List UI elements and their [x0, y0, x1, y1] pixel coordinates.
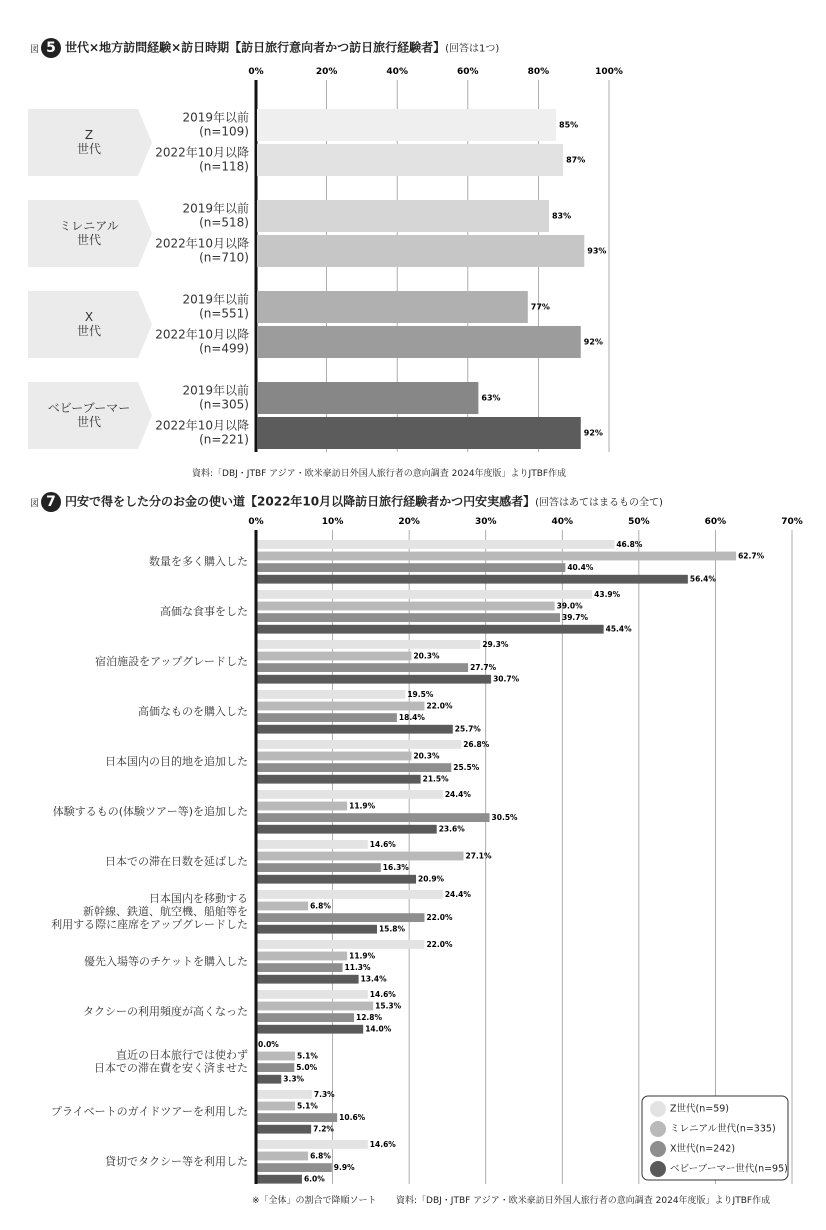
- fig7-bar: [257, 1090, 312, 1099]
- fig7-bar: [257, 1075, 281, 1084]
- fig5-source: 資料:「DBJ・JTBF アジア・欧米豪訪日外国人旅行者の意向調査 2024年度版」よりJTBF作成: [192, 469, 567, 479]
- fig5-bar-label: 2019年以前(n=518): [182, 201, 249, 230]
- fig7-value-label: 56.4%: [689, 574, 716, 584]
- fig7-value-label: 5.1%: [297, 1101, 318, 1111]
- fig7-value-label: 12.8%: [356, 1013, 383, 1023]
- fig5-bar: [257, 417, 581, 449]
- fig7-value-label: 14.6%: [369, 989, 396, 999]
- fig7-bar: [257, 552, 736, 561]
- fig5-bar: [257, 326, 581, 358]
- fig7-condition: 【2022年10月以降訪日旅行経験者かつ円安実感者】: [245, 494, 536, 509]
- fig7-value-label: 27.1%: [465, 851, 492, 861]
- fig7-bar: [257, 613, 560, 622]
- fig7-sort-note: ※「全体」の割合で降順ソート: [252, 1196, 377, 1206]
- fig7-value-label: 6.8%: [310, 1151, 331, 1161]
- fig7-title: [30, 492, 663, 512]
- fig7-value-label: 20.3%: [413, 651, 440, 661]
- fig7-value-label: 24.4%: [444, 889, 471, 899]
- fig7-value-label: 20.9%: [418, 874, 445, 884]
- fig7-bar: [257, 1113, 337, 1122]
- fig7-value-label: 18.4%: [398, 713, 425, 723]
- fig7-value-label: 22.0%: [426, 701, 453, 711]
- fig7-note: (回答はあてはまるもの全て): [535, 497, 663, 509]
- fig7-value-label: 39.7%: [561, 613, 589, 623]
- fig5-note: (回答は1つ): [445, 43, 500, 55]
- fig7-category-label: 直近の日本旅行では使わず日本での滞在費を安く済ませた: [94, 1048, 248, 1075]
- fig7-value-label: 27.7%: [470, 663, 497, 673]
- fig7-value-label: 5.0%: [296, 1063, 318, 1073]
- fig7-bar: [257, 1013, 354, 1022]
- fig7-value-label: 25.7%: [454, 724, 481, 734]
- fig7-legend-entry: ベビーブーマー世代(n=95): [670, 1163, 788, 1175]
- fig7-bar: [257, 852, 464, 861]
- fig5-number-badge: 5: [41, 38, 61, 58]
- fig7-legend-swatch: [650, 1101, 666, 1117]
- fig7-value-label: 7.2%: [313, 1124, 334, 1134]
- fig7-category-label: 日本国内を移動する新幹線、鉄道、航空機、船舶等を利用する際に座席をアップグレードした: [51, 891, 248, 931]
- fig7-legend-swatch: [650, 1161, 666, 1177]
- fig5-value-label: 63%: [481, 393, 501, 403]
- fig7-category-label: 貸切でタクシー等を利用した: [105, 1154, 248, 1168]
- fig7-bar: [257, 740, 461, 749]
- fig5-value-label: 85%: [559, 120, 579, 130]
- fig7-bar: [257, 925, 377, 934]
- fig7-value-label: 40.4%: [567, 563, 594, 573]
- fig7-value-label: 46.8%: [616, 539, 643, 549]
- fig7-legend-entry: X世代(n=242): [670, 1143, 736, 1155]
- fig7-tick-label: 40%: [551, 517, 574, 527]
- fig7-category-label: プライベートのガイドツアーを利用した: [50, 1104, 248, 1118]
- fig7-bar: [257, 952, 347, 961]
- fig7-legend-entry: Z世代(n=59): [670, 1103, 729, 1115]
- fig7-bar: [257, 1152, 308, 1161]
- fig7-legend: [642, 1096, 788, 1180]
- fig7-bar: [257, 640, 480, 649]
- fig7-legend-swatch: [650, 1141, 666, 1157]
- fig7-bar: [257, 563, 565, 572]
- fig7-value-label: 19.5%: [407, 689, 434, 699]
- fig7-value-label: 22.0%: [426, 939, 453, 949]
- fig5-fig-label: 図: [30, 44, 40, 55]
- fig7-value-label: 14.6%: [369, 839, 396, 849]
- fig5-tick-label: 40%: [386, 67, 408, 77]
- fig7-bar: [257, 625, 604, 634]
- fig7-category-label: タクシーの利用頻度が高くなった: [83, 1004, 248, 1018]
- fig5-value-label: 92%: [583, 337, 603, 347]
- fig5-value-label: 77%: [530, 302, 550, 312]
- fig5-chart: [0, 60, 826, 460]
- fig5-bar-label: 2019年以前(n=305): [182, 383, 249, 412]
- fig7-tick-label: 0%: [248, 517, 264, 527]
- fig7-bar: [257, 790, 443, 799]
- fig7-category-label: 優先入場等のチケットを購入した: [83, 954, 248, 968]
- fig7-bar: [257, 690, 405, 699]
- fig7-value-label: 3.3%: [283, 1074, 305, 1084]
- fig5-value-label: 92%: [583, 428, 603, 438]
- fig7-value-label: 7.3%: [313, 1089, 335, 1099]
- fig7-bar: [257, 775, 421, 784]
- fig7-bar: [257, 752, 411, 761]
- fig7-bar: [257, 825, 437, 834]
- fig7-bar: [257, 1140, 368, 1149]
- fig7-value-label: 15.8%: [378, 924, 406, 934]
- fig7-bar: [257, 1102, 295, 1111]
- fig5-tick-label: 20%: [315, 67, 338, 77]
- fig7-bar: [257, 725, 453, 734]
- fig5-tick-label: 60%: [457, 67, 479, 77]
- fig5-group-label: Z 世代: [76, 128, 102, 156]
- fig7-bar: [257, 702, 424, 711]
- fig7-value-label: 45.4%: [605, 624, 632, 634]
- fig7-value-label: 10.6%: [339, 1113, 366, 1123]
- fig7-bar: [257, 813, 490, 822]
- fig7-bar: [257, 863, 381, 872]
- fig5-heading: 世代×地方訪問経験×訪日時期: [65, 40, 230, 55]
- fig7-bar: [257, 940, 424, 949]
- fig7-value-label: 15.3%: [375, 1001, 402, 1011]
- fig7-category-label: 体験するもの(体験ツアー等)を追加した: [52, 804, 248, 818]
- fig7-bar: [257, 763, 451, 772]
- fig5-bar: [257, 109, 556, 141]
- fig5-group-label: ミレニアル世代: [59, 219, 119, 247]
- fig7-value-label: 14.6%: [369, 1139, 396, 1149]
- fig7-value-label: 21.5%: [422, 774, 449, 784]
- fig7-bar: [257, 875, 416, 884]
- fig7-value-label: 25.5%: [453, 763, 480, 773]
- fig7-value-label: 23.6%: [438, 824, 465, 834]
- fig7-tick-label: 60%: [704, 517, 727, 527]
- fig5-value-label: 83%: [551, 211, 572, 221]
- fig7-legend-entry: ミレニアル世代(n=335): [670, 1123, 776, 1135]
- fig5-tick-label: 100%: [595, 67, 623, 77]
- fig5-bar: [257, 200, 549, 232]
- fig7-value-label: 62.7%: [738, 551, 765, 561]
- fig7-bar: [257, 590, 592, 599]
- fig5-group-label: X 世代: [76, 310, 102, 338]
- fig7-value-label: 30.7%: [493, 674, 520, 684]
- fig5-group-label: ベビーブーマー世代: [47, 401, 131, 429]
- fig5-bar: [257, 235, 584, 267]
- fig7-bar: [257, 1002, 373, 1011]
- fig5-title: [30, 38, 499, 58]
- fig7-value-label: 11.9%: [349, 801, 376, 811]
- fig7-value-label: 26.8%: [463, 739, 490, 749]
- fig7-bar: [257, 902, 308, 911]
- fig5-tick-label: 80%: [527, 67, 550, 77]
- fig5-bar-label: 2022年10月以降(n=710): [155, 236, 249, 265]
- fig5-bar-label: 2022年10月以降(n=221): [155, 418, 249, 447]
- fig7-value-label: 13.4%: [360, 974, 387, 984]
- fig7-tick-label: 20%: [398, 517, 420, 527]
- fig7-bar: [257, 602, 555, 611]
- fig7-tick-label: 10%: [321, 517, 344, 527]
- fig7-value-label: 11.9%: [349, 951, 376, 961]
- fig7-value-label: 14.0%: [365, 1024, 392, 1034]
- fig7-bar: [257, 575, 688, 584]
- fig7-category-label: 日本での滞在日数を延ばした: [105, 854, 248, 868]
- fig7-bar: [257, 652, 411, 661]
- fig7-bar: [257, 1025, 363, 1034]
- fig7-bar: [257, 890, 443, 899]
- fig7-heading: 円安で得をした分のお金の使い道: [65, 494, 246, 509]
- fig7-bar: [257, 663, 468, 672]
- fig7-bar: [257, 840, 368, 849]
- fig7-bar: [257, 1052, 295, 1061]
- fig5-tick-label: 0%: [248, 67, 264, 77]
- fig7-bar: [257, 963, 343, 972]
- fig7-fig-label: 図: [30, 498, 40, 509]
- fig7-value-label: 39.0%: [556, 601, 583, 611]
- fig7-value-label: 29.3%: [482, 639, 509, 649]
- fig7-bar: [257, 990, 368, 999]
- fig5-bar-label: 2019年以前(n=109): [182, 110, 249, 139]
- fig7-value-label: 24.4%: [444, 789, 471, 799]
- fig7-bar: [257, 540, 614, 549]
- fig7-bar: [257, 802, 347, 811]
- fig7-value-label: 22.0%: [426, 913, 453, 923]
- fig5-bar: [257, 382, 478, 414]
- fig7-value-label: 20.3%: [413, 751, 440, 761]
- fig5-bar-label: 2022年10月以降(n=118): [155, 145, 249, 174]
- fig7-legend-swatch: [650, 1121, 666, 1137]
- fig7-value-label: 9.9%: [333, 1163, 355, 1173]
- fig7-bar: [257, 975, 359, 984]
- fig7-value-label: 5.1%: [297, 1051, 318, 1061]
- fig7-value-label: 16.3%: [382, 863, 409, 873]
- fig5-condition: 【訪日旅行意向者かつ訪日旅行経験者】: [229, 40, 446, 55]
- fig7-tick-label: 50%: [628, 517, 650, 527]
- fig5-value-label: 93%: [587, 246, 607, 256]
- fig7-bar: [257, 1163, 332, 1172]
- fig7-value-label: 11.3%: [344, 963, 371, 973]
- fig7-value-label: 43.9%: [594, 589, 621, 599]
- fig7-category-label: 日本国内の目的地を追加した: [105, 754, 248, 768]
- fig7-category-label: 高価な食事をした: [160, 604, 248, 618]
- fig5-bar-label: 2019年以前(n=551): [182, 292, 249, 321]
- fig7-tick-label: 30%: [474, 517, 497, 527]
- fig7-bar: [257, 1125, 311, 1134]
- fig7-bar: [257, 713, 397, 722]
- fig7-value-label: 6.8%: [310, 901, 331, 911]
- fig7-bar: [257, 1063, 294, 1072]
- fig7-value-label: 0.0%: [258, 1039, 279, 1049]
- fig7-bar: [257, 1175, 302, 1184]
- fig5-bar-label: 2022年10月以降(n=499): [155, 327, 249, 356]
- fig7-tick-label: 70%: [781, 517, 803, 527]
- fig7-value-label: 6.0%: [303, 1174, 325, 1184]
- fig7-category-label: 高価なものを購入した: [138, 704, 248, 718]
- fig7-bar: [257, 913, 424, 922]
- fig5-bar: [257, 144, 563, 176]
- fig5-bar: [257, 291, 528, 323]
- fig7-category-label: 宿泊施設をアップグレードした: [95, 654, 248, 668]
- fig7-chart: [0, 512, 826, 1192]
- fig7-value-label: 30.5%: [491, 813, 518, 823]
- fig7-source: 資料:「DBJ・JTBF アジア・欧米豪訪日外国人旅行者の意向調査 2024年度版」よりJTBF作成: [396, 1196, 771, 1206]
- fig7-category-label: 数量を多く購入した: [149, 554, 248, 568]
- fig5-value-label: 87%: [566, 155, 586, 165]
- fig7-bar: [257, 675, 491, 684]
- fig7-number-badge: 7: [41, 492, 61, 512]
